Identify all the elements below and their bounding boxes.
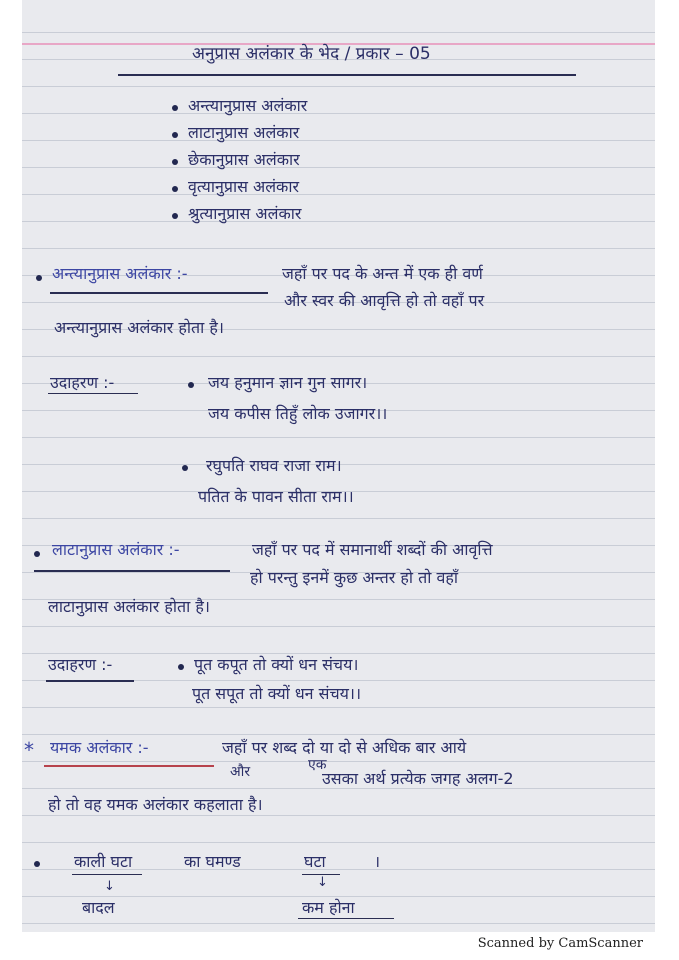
section3-line2: उसका अर्थ प्रत्येक जगह अलग-2 <box>322 769 514 788</box>
section3-line3: हो तो वह यमक अलंकार कहलाता है। <box>48 795 263 814</box>
section3-insert-aur: और <box>230 764 251 780</box>
bullet <box>182 465 188 471</box>
type-item: श्रुत्यानुप्रास अलंकार <box>188 204 302 223</box>
section2-line2: हो परन्तु इनमें कुछ अन्तर हो तो वहाँ <box>250 568 458 587</box>
arrow-down-icon: ↓ <box>317 875 328 890</box>
example-underline <box>46 680 134 682</box>
bullet <box>188 382 194 388</box>
bullet <box>34 551 40 557</box>
type-item: छेकानुप्रास अलंकार <box>188 150 300 169</box>
section2-underline <box>34 570 230 572</box>
example-word-ghata: घटा <box>304 852 326 871</box>
example1-line2: जय कपीस तिहुँ लोक उजागर।। <box>208 404 388 423</box>
section2-line3: लाटानुप्रास अलंकार होता है। <box>48 597 210 616</box>
section1-line3: अन्त्यानुप्रास अलंकार होता है। <box>54 318 224 337</box>
section1-line1: जहाँ पर पद के अन्त में एक ही वर्ण <box>282 264 483 283</box>
section2-line1: जहाँ पर पद में समानार्थी शब्दों की आवृत्ति <box>252 540 493 559</box>
section3-line1: जहाँ पर शब्द दो या दो से अधिक बार आये <box>222 738 467 757</box>
title-underline <box>118 74 576 76</box>
example2-line1: रघुपति राघव राजा राम। <box>206 456 342 475</box>
section2-example-line2: पूत सपूत तो क्यों धन संचय।। <box>192 684 362 703</box>
example-word-underline <box>72 874 142 875</box>
bullet <box>34 861 40 867</box>
section3-insert-ek: एक <box>308 757 327 773</box>
example-end-mark: । <box>374 852 381 871</box>
page-title: अनुप्रास अलंकार के भेद / प्रकार – 05 <box>192 44 431 64</box>
meaning-underline <box>298 918 394 919</box>
section1-line2: और स्वर की आवृत्ति हो तो वहाँ पर <box>284 291 485 310</box>
section2-heading: लाटानुप्रास अलंकार :- <box>52 540 180 559</box>
section3-heading: यमक अलंकार :- <box>50 738 149 757</box>
example2-line2: पतित के पावन सीता राम।। <box>198 487 354 506</box>
bullet <box>172 186 178 192</box>
camscanner-watermark: Scanned by CamScanner <box>477 936 643 951</box>
type-item: वृत्यानुप्रास अलंकार <box>188 177 300 196</box>
bullet <box>172 159 178 165</box>
section2-example-line1: पूत कपूत तो क्यों धन संचय। <box>194 655 359 674</box>
example-underline <box>48 393 138 394</box>
section2-example-label: उदाहरण :- <box>48 655 113 674</box>
section1-underline <box>50 292 268 294</box>
type-item: लाटानुप्रास अलंकार <box>188 123 300 142</box>
bullet <box>172 132 178 138</box>
bullet <box>172 213 178 219</box>
bullet <box>36 275 42 281</box>
example-word-kali-ghata: काली घटा <box>74 852 133 871</box>
bullet <box>178 664 184 670</box>
meaning-badal: बादल <box>82 898 115 917</box>
arrow-down-icon: ↓ <box>104 879 115 894</box>
section1-example-label: उदाहरण :- <box>50 373 115 392</box>
section1-heading: अन्त्यानुप्रास अलंकार :- <box>52 264 188 283</box>
example-word-ka-ghamand: का घमण्ड <box>184 852 241 871</box>
section3-underline <box>44 765 214 767</box>
bullet <box>172 105 178 111</box>
type-item: अन्त्यानुप्रास अलंकार <box>188 96 308 115</box>
star-mark: * <box>24 738 34 762</box>
notebook-page <box>22 0 655 932</box>
example1-line1: जय हनुमान ज्ञान गुन सागर। <box>208 373 368 392</box>
meaning-kam-hona: कम होना <box>302 898 355 917</box>
